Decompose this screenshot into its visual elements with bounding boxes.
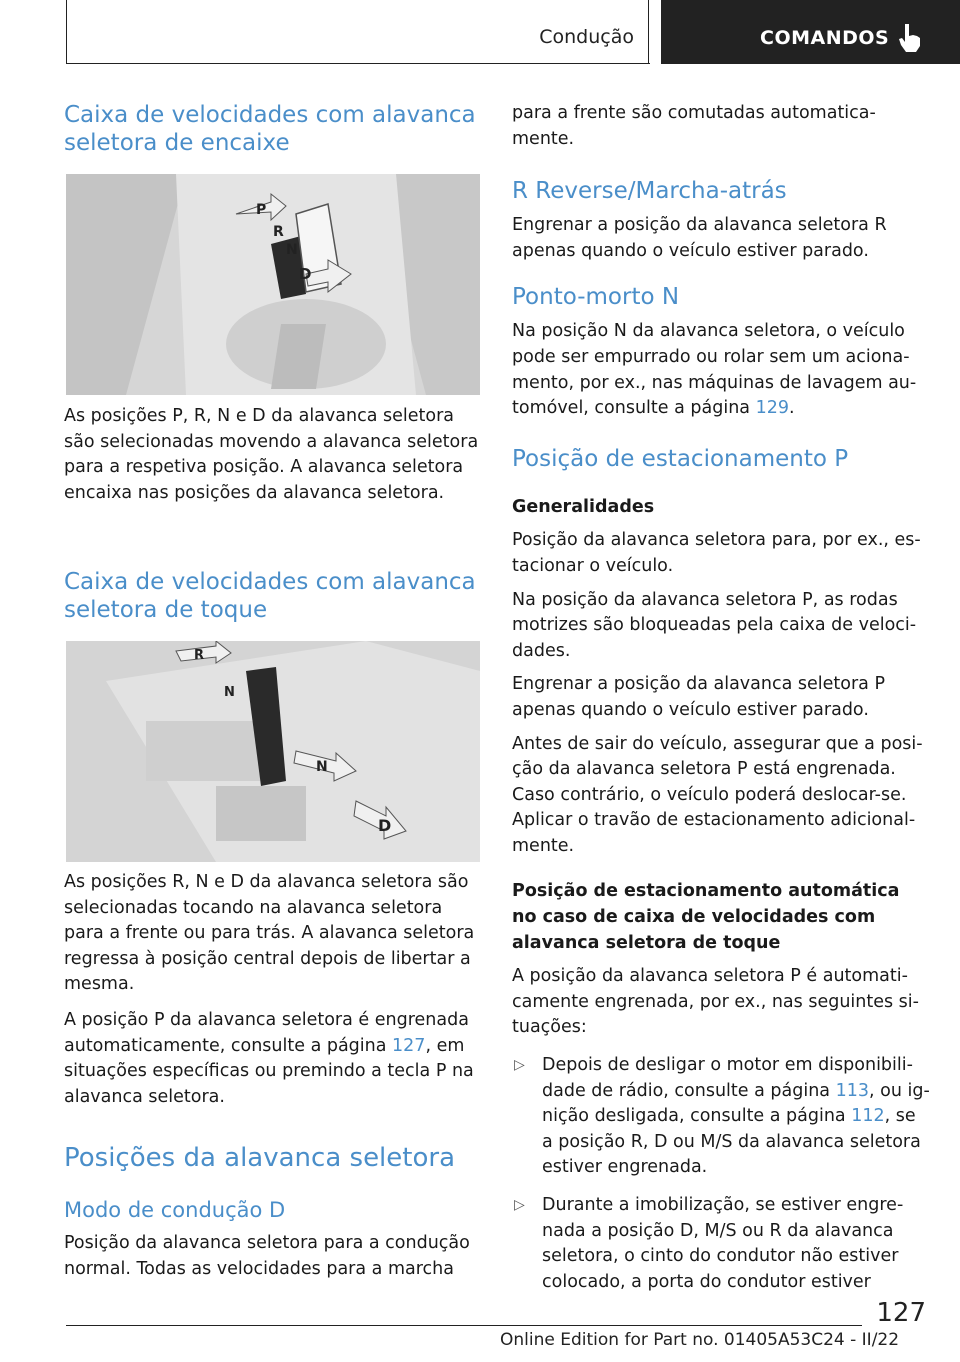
- fig2-label-d: D: [378, 816, 392, 835]
- paragraph-auto-parking: A posição da alavanca seletora P é automaticamente engrenada, por ex., nas seguintes situações:: [512, 966, 919, 1038]
- paragraph-generalidades-4: Antes de sair do veículo, assegurar que a posição da alavanca seletora P está engrenada. Caso contrário, o veículo poderá deslocar-se. Aplicar o travão de estacionamento adicionalmente.: [512, 733, 923, 856]
- fig2-label-n-top: N: [224, 685, 235, 700]
- paragraph-toque: As posições R, N e D da alavanca seletora são selecionadas tocando na alavanca seletora para a frente ou para trás. A alavanca seletora regressa à posição central depois de libertar a mesma.: [64, 872, 475, 995]
- paragraph-generalidades-2: Na posição da alavanca seletora P, as rodas motrizes são bloqueadas pela caixa de velocidades.: [512, 589, 917, 661]
- fig1-label-d: D: [299, 265, 312, 283]
- footer-rule: [66, 1325, 862, 1326]
- left-column: [64, 101, 482, 157]
- page-link-127[interactable]: 127: [392, 1035, 426, 1056]
- chapter-title: Condução: [539, 26, 634, 48]
- fig2-label-r: R: [194, 648, 205, 663]
- subheading-auto-parking: Posição de estacionamento automática no caso de caixa de velocidades com alavanca seletora de toque: [512, 881, 900, 953]
- text-span: , ou ignição desligada, consulte a página: [542, 1080, 930, 1127]
- fig1-label-n: N: [286, 242, 298, 258]
- footer-edition: Online Edition for Part no. 01405A53C24 - II/22: [500, 1330, 900, 1350]
- figure-toque-lever: [66, 641, 480, 862]
- chapter-tab: [66, 0, 649, 63]
- heading-neutral: Ponto-morto N: [512, 284, 680, 311]
- text-span: Depois de desligar o motor em disponibilidade de rádio, consulte a página: [542, 1055, 913, 1101]
- list-item: [512, 1193, 930, 1295]
- left-body-4: [64, 1197, 482, 1282]
- page-link-112[interactable]: 112: [851, 1106, 885, 1127]
- heading-posicoes: Posições da alavanca seletora: [64, 1143, 456, 1173]
- header-rule: [66, 63, 650, 64]
- bullet-triangle-icon: ▷: [514, 1057, 525, 1074]
- fig2-label-n-bottom: N: [316, 759, 328, 775]
- heading-reverse: R Reverse/Marcha-atrás: [512, 178, 787, 205]
- paragraph-modo-d: Posição da alavanca seletora para a condução normal. Todas as velocidades para a marcha: [64, 1233, 470, 1279]
- left-heading-2-wrap: [64, 568, 482, 624]
- subheading-generalidades: Generalidades: [512, 496, 655, 517]
- right-column: [512, 101, 930, 1295]
- figure-encaixe-lever: [66, 174, 480, 395]
- bullet-triangle-icon: ▷: [514, 1197, 525, 1213]
- heading-parking: Posição de estacionamento P: [512, 445, 849, 472]
- paragraph-generalidades-3: Engrenar a posição da alavanca seletora P apenas quando o veículo estiver parado.: [512, 674, 886, 720]
- fig1-label-p: P: [256, 202, 267, 218]
- pointing-hand-icon: [896, 22, 924, 54]
- paragraph-generalidades-1: Posição da alavanca seletora para, por ex., estacionar o veículo.: [512, 530, 921, 576]
- page-link-113[interactable]: 113: [835, 1080, 869, 1101]
- paragraph-posicao-p: [64, 1008, 482, 1110]
- text-span: A posição P da alavanca seletora é engrenada automaticamente, consulte a página: [64, 1009, 469, 1056]
- page-number: 127: [876, 1298, 926, 1328]
- heading-modo-d: Modo de condução D: [64, 1198, 286, 1222]
- text-span: Na posição N da alavanca seletora, o veículo pode ser empurrado ou rolar sem um acionamento, por ex., nas máquinas de lavagem automóvel, consulte a página: [512, 321, 917, 419]
- left-body-3: [64, 1142, 482, 1174]
- text-span: , se a posição R, D ou M/S da alavanca seletora estiver engrenada.: [542, 1106, 921, 1178]
- left-body-1: [64, 404, 482, 506]
- section-title: COMANDOS: [760, 27, 890, 49]
- left-body-2: [64, 870, 482, 1110]
- paragraph-encaixe: As posições P, R, N e D da alavanca seletora são selecionadas movendo a alavanca seletora para a respetiva posição. A alavanca seletora encaixa nas posições da alavanca seletora.: [64, 406, 479, 503]
- text-span: .: [789, 398, 795, 419]
- list-item: [512, 1053, 930, 1181]
- paragraph-neutral: [512, 319, 930, 421]
- text-span: Durante a imobilização, se estiver engrenada a posição D, M/S ou R da alavanca seletora, o cinto do condutor não estiver colocado, a porta do condutor estiver: [542, 1195, 904, 1292]
- paragraph-reverse: Engrenar a posição da alavanca seletora R apenas quando o veículo estiver parado.: [512, 215, 887, 261]
- fig1-label-r: R: [273, 224, 284, 240]
- page-link-129[interactable]: 129: [755, 398, 789, 419]
- paragraph-continued: para a frente são comutadas automaticamente.: [512, 103, 876, 149]
- heading-encaixe: Caixa de velocidades com alavanca seletora de encaixe: [64, 102, 476, 156]
- text-span: , em situações específicas ou premindo a tecla P na alavanca seletora.: [64, 1035, 474, 1107]
- heading-toque: Caixa de velocidades com alavanca seletora de toque: [64, 569, 476, 623]
